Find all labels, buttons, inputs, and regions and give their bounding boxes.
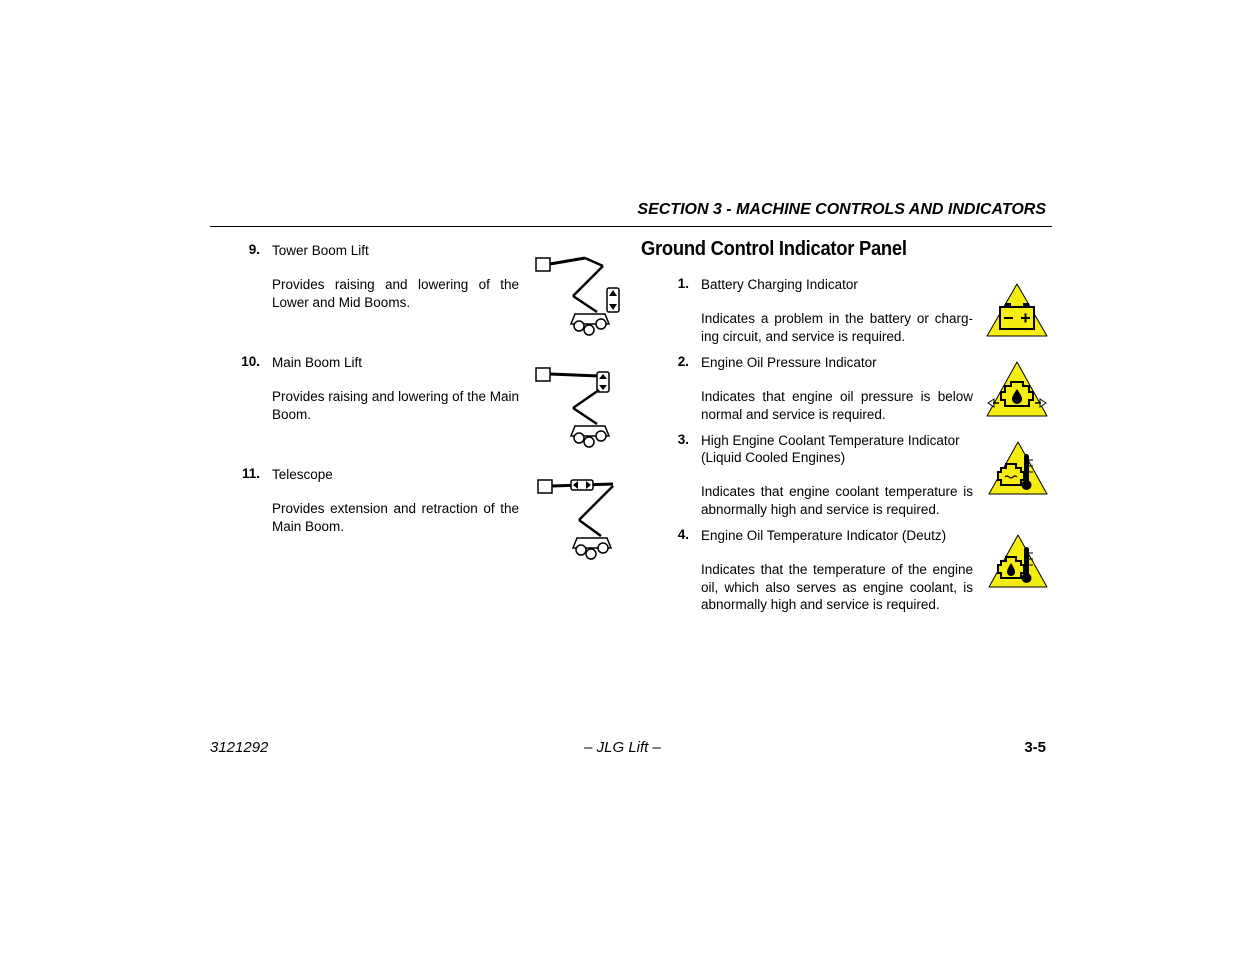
item-title: Main Boom Lift [272, 355, 363, 370]
main-boom-lift-icon [533, 364, 623, 448]
oil-temperature-icon [987, 533, 1049, 589]
item-number: 4. [677, 527, 689, 542]
item-number: 9. [248, 242, 260, 257]
item-description: Provides raising and lowering of the Main Boom. [272, 389, 519, 422]
item-description: Provides extension and retraction of the Main Boom. [272, 501, 519, 534]
telescope-icon [535, 476, 625, 560]
item-description: Indicates that the temperature of the engine oil, which also serves as engine coolant, is abnormally high and service is required. [701, 562, 973, 612]
item-title: Engine Oil Pressure Indicator [701, 355, 877, 370]
item-number: 11. [241, 466, 260, 481]
document-number: 3121292 [210, 739, 269, 756]
item-title: Tower Boom Lift [272, 243, 369, 258]
section-title: SECTION 3 - MACHINE CONTROLS AND INDICATORS [637, 201, 1046, 218]
brand-footer: – JLG Lift – [584, 739, 661, 756]
item-description: Indicates that engine coolant temperature is abnormally high and service is required. [701, 484, 973, 517]
panel-title: Ground Control Indicator Panel [641, 238, 907, 260]
battery-icon [985, 282, 1049, 338]
item-title: Telescope [272, 467, 333, 482]
page-number: 3-5 [1024, 739, 1046, 756]
oil-pressure-icon [985, 360, 1049, 418]
item-description: Indicates a problem in the battery or charg-ing circuit, and service is required. [701, 311, 973, 344]
item-number: 10. [241, 354, 260, 369]
coolant-temperature-icon [987, 440, 1049, 496]
item-number: 2. [677, 354, 689, 369]
item-title: High Engine Coolant Temperature Indicator (Liquid Cooled Engines) [701, 433, 960, 465]
item-title: Engine Oil Temperature Indicator (Deutz) [701, 528, 947, 543]
item-description: Provides raising and lowering of the Lower and Mid Booms. [272, 277, 519, 310]
header-divider [210, 226, 1052, 227]
tower-boom-lift-icon [533, 252, 623, 336]
item-description: Indicates that engine oil pressure is below normal and service is required. [701, 389, 973, 422]
item-title: Battery Charging Indicator [701, 277, 858, 292]
item-number: 1. [677, 276, 689, 291]
item-number: 3. [677, 432, 689, 447]
